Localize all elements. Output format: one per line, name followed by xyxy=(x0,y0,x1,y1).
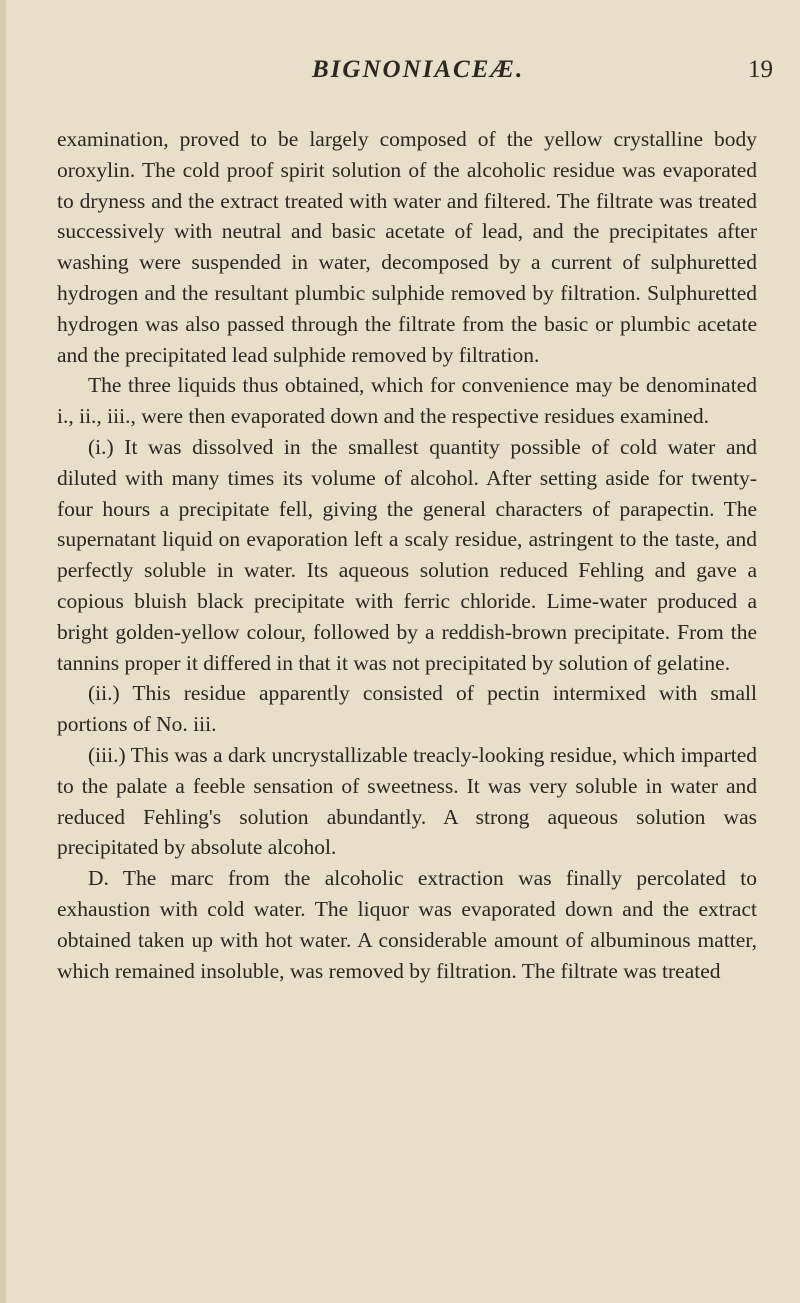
page-edge-shadow xyxy=(0,0,6,1303)
paragraph-continued: examination, proved to be largely composed of the yellow crystalline body oroxylin. The cold proof spirit solution of the alcoholic residue was evaporated to dryness and the extract treated with water and filtered. The filtrate was treated successively with neutral and basic acetate of lead, and the precipitates after washing were suspended in water, decomposed by a current of sulphuretted hydrogen and the resultant plumbic sulphide removed by filtration. Sulphuretted hydrogen was also passed through the filtrate from the basic or plumbic acetate and the precipitated lead sulphide removed by filtration. xyxy=(57,127,757,367)
body-text xyxy=(57,124,757,986)
running-title: BIGNONIACEÆ. xyxy=(312,56,525,83)
paragraph-residue-i: (i.) It was dissolved in the smallest quantity possible of cold water and diluted with many times its volume of alcohol. After setting aside for twenty-four hours a precipitate fell, giving the general characters of parapectin. The supernatant liquid on evaporation left a scaly residue, astringent to the taste, and perfectly soluble in water. Its aqueous solution reduced Fehling and gave a copious bluish black precipitate with ferric chloride. Lime-water produced a bright golden-yellow colour, followed by a reddish-brown precipitate. From the tannins proper it differed in that it was not precipitated by solution of gelatine. xyxy=(57,434,757,675)
paragraph-marc-d: D. The marc from the alcoholic extraction was finally percolated to exhaustion with cold water. The liquor was evaporated down and the extract obtained taken up with hot water. A considerable amount of albuminous matter, which remained insoluble, was removed by filtration. The filtrate was treated xyxy=(57,866,757,983)
paragraph-liquids: The three liquids thus obtained, which for convenience may be denominated i., ii., iii., were then evaporated down and the respective residues examined. xyxy=(57,373,757,429)
paragraph-residue-ii: (ii.) This residue apparently consisted of pectin intermixed with small portions of No. iii. xyxy=(57,681,757,737)
paragraph-residue-iii: (iii.) This was a dark uncrystallizable treacly-looking residue, which imparted to the palate a feeble sensation of sweetness. It was very soluble in water and reduced Fehling's solution abundantly. A strong aqueous solution was precipitated by absolute alcohol. xyxy=(57,742,757,860)
page-header xyxy=(0,52,800,92)
page-number: 19 xyxy=(748,56,773,83)
